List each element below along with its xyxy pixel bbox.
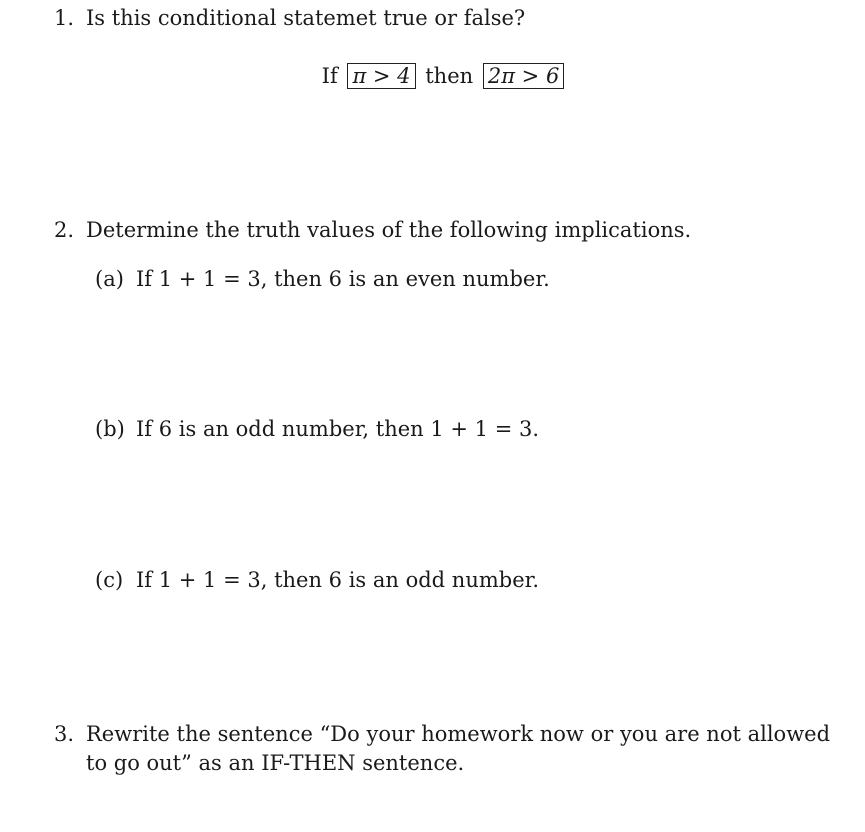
question-2-number: 2. [54, 218, 75, 242]
hypothesis-box: π > 4 [347, 63, 415, 89]
then-word: then [425, 64, 474, 88]
item-b-text: If 6 is an odd number, then 1 + 1 = 3. [136, 417, 540, 441]
if-word: If [321, 64, 338, 88]
conclusion-box: 2π > 6 [483, 63, 564, 89]
question-1-number: 1. [54, 6, 75, 30]
conditional-statement [0, 62, 865, 90]
item-b-label: (b) [95, 417, 125, 441]
question-1-text: Is this conditional statemet true or false? [86, 6, 526, 30]
item-a-text: If 1 + 1 = 3, then 6 is an even number. [136, 267, 550, 291]
question-3-line-1: Rewrite the sentence “Do your homework now or you are not allowed [86, 722, 831, 746]
item-c-text: If 1 + 1 = 3, then 6 is an odd number. [136, 568, 540, 592]
question-2-text: Determine the truth values of the following implications. [86, 218, 692, 242]
question-3-line-2: to go out” as an IF-THEN sentence. [86, 751, 465, 775]
item-c-label: (c) [95, 568, 124, 592]
item-a-label: (a) [95, 267, 124, 291]
question-3-number: 3. [54, 722, 75, 746]
